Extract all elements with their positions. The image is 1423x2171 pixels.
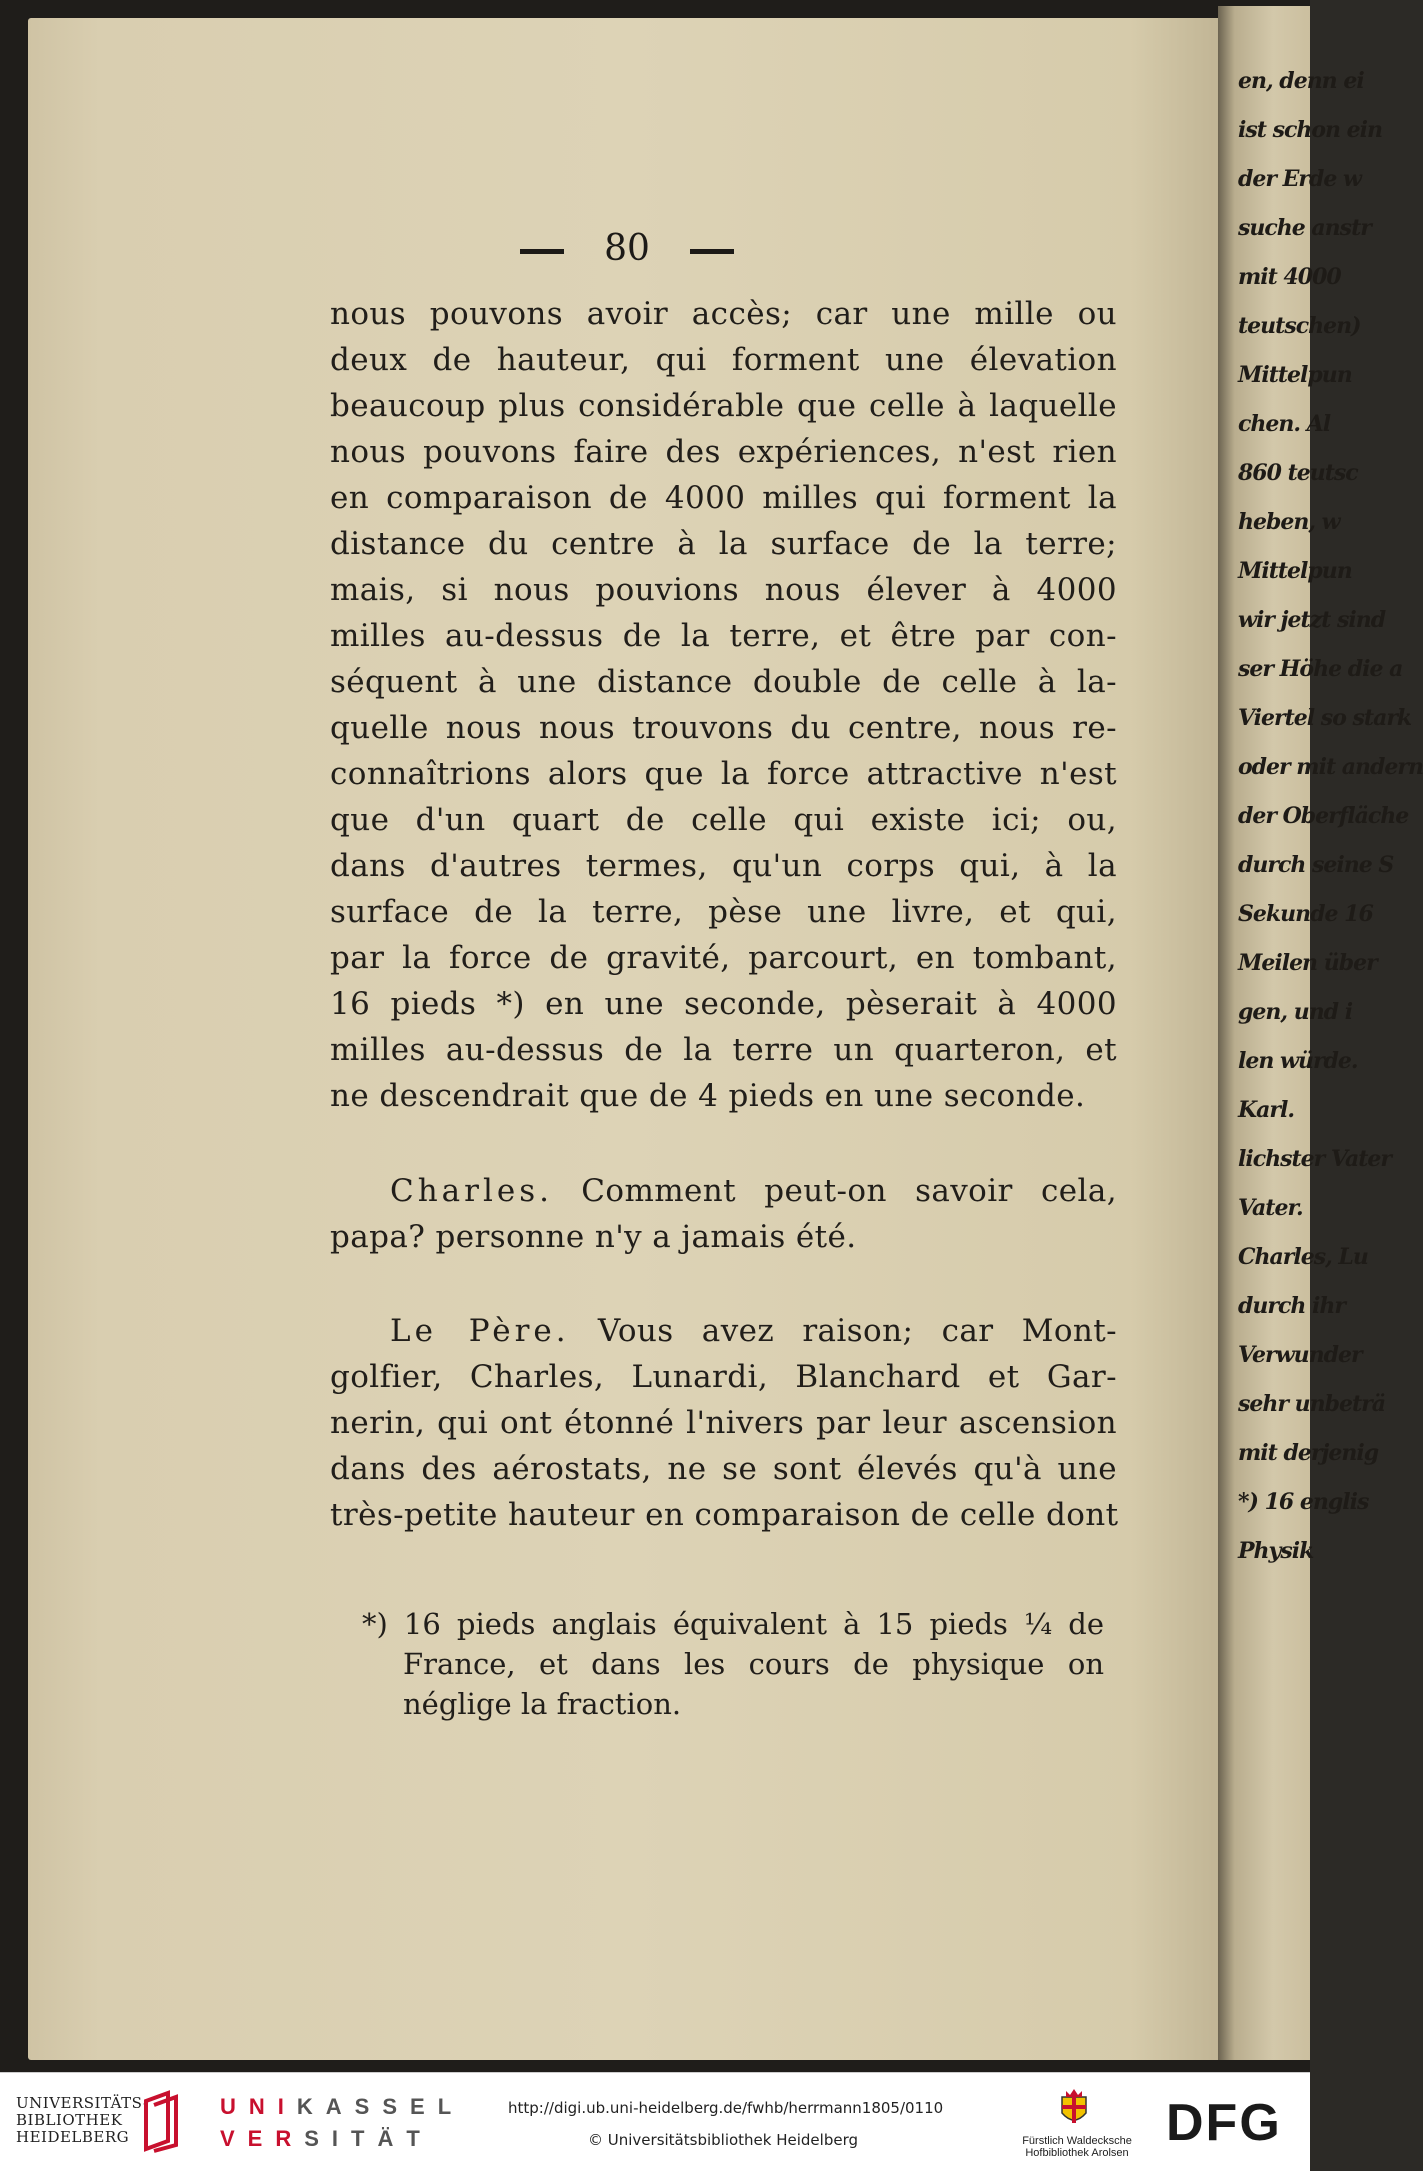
text-line: golfier, Charles, Lunardi, Blanchard et Gar- [330, 1359, 1117, 1395]
facing-page-line: der Erde w [1238, 166, 1361, 192]
paragraph-3 [330, 1308, 1117, 1538]
paragraph-1 [330, 291, 1117, 1119]
facing-page-line: Sekunde 16 [1238, 901, 1373, 927]
book-page [28, 18, 1226, 2060]
text-line [330, 1308, 1117, 1354]
library-name [16, 2095, 149, 2146]
text-line: deux de hauteur, qui forment une élevation [330, 342, 1117, 378]
facing-page-line: gen, und i [1238, 999, 1353, 1025]
text-line: mais, si nous pouvions nous élever à 4000 [330, 572, 1117, 608]
facing-page-line: Charles, Lu [1238, 1244, 1368, 1270]
ub-heidelberg-logo-icon [138, 2091, 182, 2151]
library-line: HEIDELBERG [16, 2128, 130, 2146]
text-line: papa? personne n'y a jamais été. [330, 1219, 857, 1255]
facing-page-line: *) 16 englis [1238, 1489, 1369, 1515]
paragraph-2 [330, 1168, 1117, 1260]
text-line: milles au-dessus de la terre un quarteron, et [330, 1032, 1117, 1068]
arolsen-line: Hofbibliothek Arolsen [1025, 2147, 1129, 2159]
copyright-notice: © Universitätsbibliothek Heidelberg [588, 2131, 859, 2149]
footer-bar [0, 2072, 1310, 2171]
text-line: dans des aérostats, ne se sont élevés qu'à une [330, 1451, 1117, 1487]
footnote-line: néglige la fraction. [403, 1687, 682, 1721]
facing-page-line: Mittelpun [1238, 558, 1352, 584]
coat-of-arms-icon [1058, 2087, 1090, 2129]
text-line: séquent à une distance double de celle à la- [330, 664, 1117, 700]
text-line: très-petite hauteur en comparaison de celle dont [330, 1497, 1119, 1533]
page-number [28, 228, 1226, 269]
facing-page-line: Vater. [1238, 1195, 1303, 1221]
facing-page-line: sehr unbeträ [1238, 1391, 1386, 1417]
text-line: distance du centre à la surface de la terre; [330, 526, 1117, 562]
facing-page-line: lichster Vater [1238, 1146, 1391, 1172]
footnote-line: France, et dans les cours de physique on [403, 1647, 1104, 1681]
text-line: que d'un quart de celle qui existe ici; ou, [330, 802, 1117, 838]
text-line: par la force de gravité, parcourt, en tombant, [330, 940, 1117, 976]
text-line: beaucoup plus considérable que celle à laquelle [330, 388, 1117, 424]
arolsen-library-name [1012, 2135, 1142, 2159]
facing-page-line: durch seine S [1238, 852, 1394, 878]
facing-page-line: der Oberfläche [1238, 803, 1409, 829]
text-line: dans d'autres termes, qu'un corps qui, à la [330, 848, 1117, 884]
facing-page-line: ser Höhe die a [1238, 656, 1403, 682]
facing-page-line: Mittelpun [1238, 362, 1352, 388]
facing-page-line: Physik [1238, 1538, 1314, 1564]
page-number-dash-left [520, 249, 564, 254]
footnote [348, 1604, 1104, 1724]
facing-page-line: 860 teutsc [1238, 460, 1358, 486]
facing-page-line: Karl. [1238, 1097, 1294, 1123]
page-number-dash-right [690, 249, 734, 254]
facing-page-line: wir jetzt sind [1238, 607, 1386, 633]
facing-page-line: len würde. [1238, 1048, 1358, 1074]
text-line [330, 1168, 1117, 1214]
text-line: nerin, qui ont étonné l'nivers par leur ascension [330, 1405, 1117, 1441]
permalink[interactable]: http://digi.ub.uni-heidelberg.de/fwhb/herrmann1805/0110 [508, 2099, 944, 2117]
arolsen-line: Fürstlich Waldecksche [1022, 2135, 1132, 2147]
facing-page-strip [1218, 6, 1423, 2060]
text-line: milles au-dessus de la terre, et être par con- [330, 618, 1117, 654]
text-line-content: Vous avez raison; car Mont- [569, 1313, 1117, 1349]
text-line: ne descendrait que de 4 pieds en une seconde. [330, 1078, 1086, 1114]
text-line: connaîtrions alors que la force attractive n'est [330, 756, 1117, 792]
text-line: surface de la terre, pèse une livre, et qui, [330, 894, 1117, 930]
speaker-name: Le Père. [390, 1313, 570, 1349]
text-line: en comparaison de 4000 milles qui forment la [330, 480, 1117, 516]
page-number-text: 80 [604, 228, 650, 269]
facing-page-line: en, denn ei [1238, 68, 1364, 94]
text-line: nous pouvons avoir accès; car une mille ou [330, 296, 1117, 332]
kassel-line-2: VERSITÄT [220, 2126, 433, 2151]
facing-page-line: mit 4000 [1238, 264, 1341, 290]
dfg-logo: DFG [1166, 2094, 1282, 2152]
footnote-line: *) 16 pieds anglais équivalent à 15 pieds ¼ de [362, 1607, 1104, 1641]
facing-page-line: heben, w [1238, 509, 1340, 535]
facing-page-line: Verwunder [1238, 1342, 1362, 1368]
facing-page-line: Viertel so stark [1238, 705, 1412, 731]
uni-kassel-logo [220, 2091, 464, 2155]
text-line: 16 pieds *) en une seconde, pèserait à 4000 [330, 986, 1117, 1022]
facing-page-line: Meilen über [1238, 950, 1377, 976]
facing-page-line: teutschen) [1238, 313, 1361, 339]
text-line: quelle nous nous trouvons du centre, nous re- [330, 710, 1117, 746]
speaker-name: Charles. [390, 1173, 554, 1209]
facing-page-line: ist schon ein [1238, 117, 1383, 143]
facing-page-line: oder mit andern [1238, 754, 1423, 780]
kassel-line-1: UNIKASSEL [220, 2094, 465, 2119]
library-line: UNIVERSITÄTS- [16, 2094, 149, 2112]
library-line: BIBLIOTHEK [16, 2111, 123, 2129]
text-line-content: Comment peut-on savoir cela, [553, 1173, 1117, 1209]
facing-page-line: mit derjenig [1238, 1440, 1379, 1466]
text-line: nous pouvons faire des expériences, n'est rien [330, 434, 1117, 470]
facing-page-line: chen. Al [1238, 411, 1331, 437]
facing-page-line: suche anstr [1238, 215, 1371, 241]
facing-page-line: durch ihr [1238, 1293, 1345, 1319]
